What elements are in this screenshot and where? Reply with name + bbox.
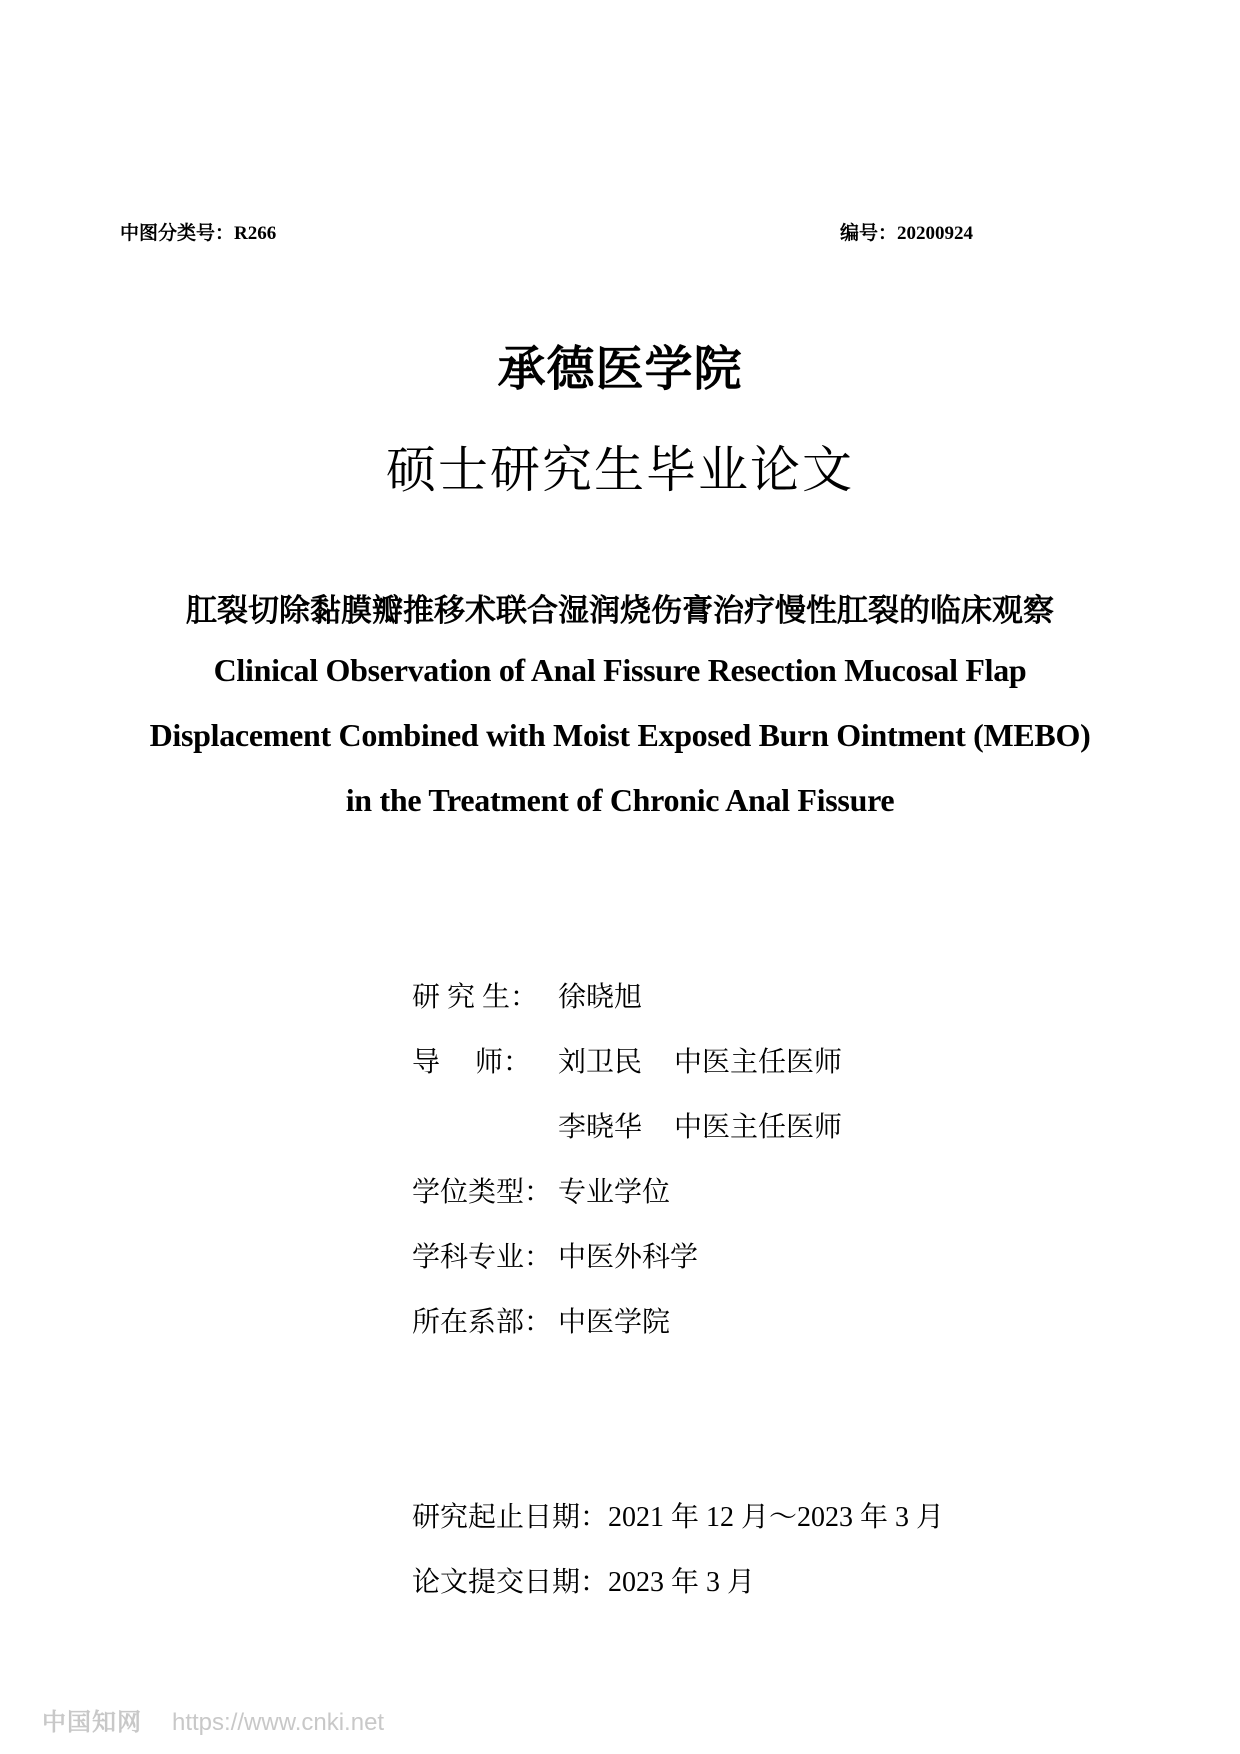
advisor-title: 中医主任医师 [674, 1112, 843, 1143]
serial-number: 编号：20200924 [840, 223, 974, 244]
classification-number: 中图分类号：R266 [120, 223, 277, 244]
thesis-title-english-line: in the Treatment of Chronic Anal Fissure [345, 782, 895, 818]
info-row-student [412, 978, 642, 1018]
cnki-watermark [42, 1702, 384, 1737]
student-label: 研 究 生： [412, 982, 539, 1013]
advisor-name: 刘卫民 [558, 1047, 643, 1078]
research-period: 研究起止日期：2021 年 12 月～2023 年 3 月 [412, 1502, 945, 1533]
major-value: 中医外科学 [558, 1242, 699, 1273]
degree-value: 专业学位 [558, 1177, 671, 1208]
info-row-degree [412, 1173, 670, 1213]
student-name: 徐晓旭 [558, 982, 643, 1013]
watermark-brand: 中国知网 [42, 1709, 142, 1736]
department-label: 所在系部： [412, 1307, 553, 1338]
thesis-title-english-line: Clinical Observation of Anal Fissure Resection Mucosal Flap [213, 652, 1027, 688]
submission-date: 论文提交日期：2023 年 3 月 [412, 1567, 756, 1598]
info-row-major [412, 1238, 698, 1278]
advisor-title: 中医主任医师 [674, 1047, 843, 1078]
advisor-label: 导 师： [412, 1047, 532, 1078]
university-name: 承德医学院 [497, 343, 743, 396]
degree-label: 学位类型： [412, 1177, 553, 1208]
advisor-name: 李晓华 [558, 1112, 643, 1143]
watermark-url: https://www.cnki.net [172, 1709, 385, 1736]
thesis-title-english-line: Displacement Combined with Moist Exposed Burn Ointment (MEBO) [149, 717, 1091, 753]
degree-type-heading: 硕士研究生毕业论文 [386, 442, 854, 498]
department-value: 中医学院 [558, 1307, 671, 1338]
info-row-advisor [412, 1108, 842, 1148]
info-row-advisor [412, 1043, 842, 1083]
major-label: 学科专业： [412, 1242, 553, 1273]
info-row-department [412, 1303, 670, 1343]
thesis-title-chinese: 肛裂切除黏膜瓣推移术联合湿润烧伤膏治疗慢性肛裂的临床观察 [186, 593, 1054, 628]
